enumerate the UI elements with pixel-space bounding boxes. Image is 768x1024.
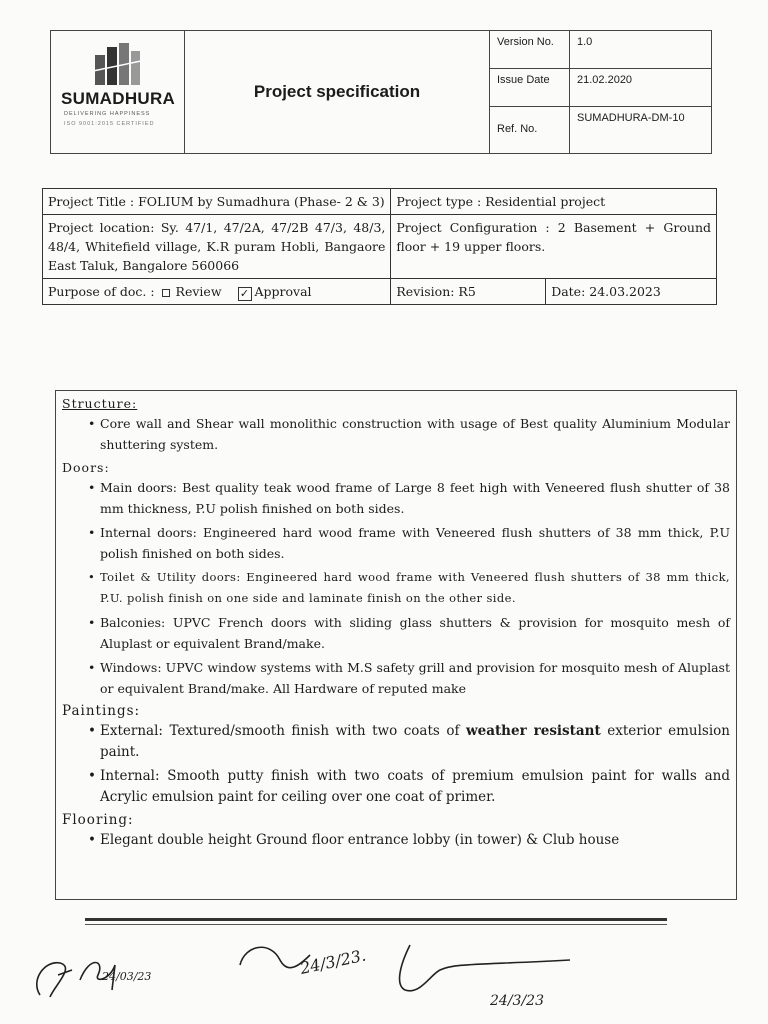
logo-tagline: DELIVERING HAPPINESS [64,111,151,117]
svg-text:24/3/23.: 24/3/23. [298,945,368,978]
list-item: • Main doors: Best quality teak wood frame of Large 8 feet high with Veneered flush shutter of 38 mm thickness, P.U polish finished on both sides. [100,477,730,519]
meta-value: 1.0 [577,36,593,48]
meta-label: Version No. [490,31,570,68]
meta-label: Issue Date [490,69,570,106]
approval-checkbox[interactable]: ✓ [238,287,252,301]
doors-list [62,477,730,699]
list-item: • Balconies: UPVC French doors with sliding glass shutters & provision for mosquito mesh of Aluplast or equivalent Brand/make. [100,612,730,654]
structure-list [62,413,730,455]
list-item: • Windows: UPVC window systems with M.S safety grill and provision for mosquito mesh of Aluplast or equivalent Brand/make. All Hardware of reputed make [100,657,730,699]
project-type: Project type : Residential project [391,189,717,215]
project-info-table [42,188,717,305]
signature-3 [380,935,600,1015]
list-item [100,721,730,763]
list-item: • Internal: Smooth putty finish with two coats of premium emulsion paint for walls and Acrylic emulsion paint for ceiling over one coat of primer. [100,766,730,808]
review-label: Review [175,284,222,299]
approval-label: Approval [254,284,312,299]
document-meta [490,31,711,153]
purpose-row [43,279,717,305]
project-title-row [43,189,717,215]
company-logo [51,31,185,153]
logo-certification: ISO 9001:2015 CERTIFIED [64,121,155,127]
logo-name: SUMADHURA [61,89,176,108]
project-location: Project location: Sy. 47/1, 47/2A, 47/2B 47/3, 48/3, 48/4, Whitefield village, K.R puram Hobli, Bangaore East Taluk, Bangalore 560066 [43,215,391,279]
meta-value: SUMADHURA-DM-10 [577,112,685,124]
list-item: • Toilet & Utility doors: Engineered hard wood frame with Veneered flush shutters of 38 mm thick, P.U. polish finish on one side and laminate finish on the other side. [100,567,730,609]
meta-row-version [490,31,711,69]
list-item: • Elegant double height Ground floor entrance lobby (in tower) & Club house [100,830,730,851]
meta-row-ref-no [490,107,711,153]
svg-text:24/3/23: 24/3/23 [490,993,544,1009]
document-title: Project specification [185,31,490,153]
signature-1 [20,935,190,1005]
purpose-label: Purpose of doc. : [48,284,155,299]
flooring-list [62,830,730,851]
meta-value: 21.02.2020 [577,74,633,86]
review-checkbox[interactable] [162,289,170,297]
list-item: • Internal doors: Engineered hard wood frame with Veneered flush shutters of 38 mm thick, P.U polish finished on both sides. [100,522,730,564]
doors-heading: Doors: [62,460,110,475]
purpose-of-doc [43,279,391,305]
flooring-heading: Flooring: [62,812,134,828]
building-logo-icon [89,41,143,89]
revision-date: Date: 24.03.2023 [546,279,717,305]
paint-bold: weather resistant [465,723,601,739]
paintings-list [62,721,730,808]
footer-rule [85,918,667,921]
project-title: Project Title : FOLIUM by Sumadhura (Phase- 2 & 3) [43,189,391,215]
paint-text: External: Textured/smooth finish with two coats of [100,723,466,739]
structure-heading: Structure: [62,396,138,411]
specification-box [55,390,737,900]
document-header [50,30,712,154]
meta-label: Ref. No. [490,107,570,153]
project-configuration: Project Configuration : 2 Basement + Ground floor + 19 upper floors. [391,215,717,279]
svg-text:24/03/23: 24/03/23 [102,970,152,983]
list-item: • Core wall and Shear wall monolithic construction with usage of Best quality Aluminium Modular shuttering system. [100,413,730,455]
revision: Revision: R5 [391,279,546,305]
paintings-heading: Paintings: [62,703,141,719]
meta-row-issue-date [490,69,711,107]
paint-text: exterior emulsion paint. [100,723,730,760]
project-location-row [43,215,717,279]
